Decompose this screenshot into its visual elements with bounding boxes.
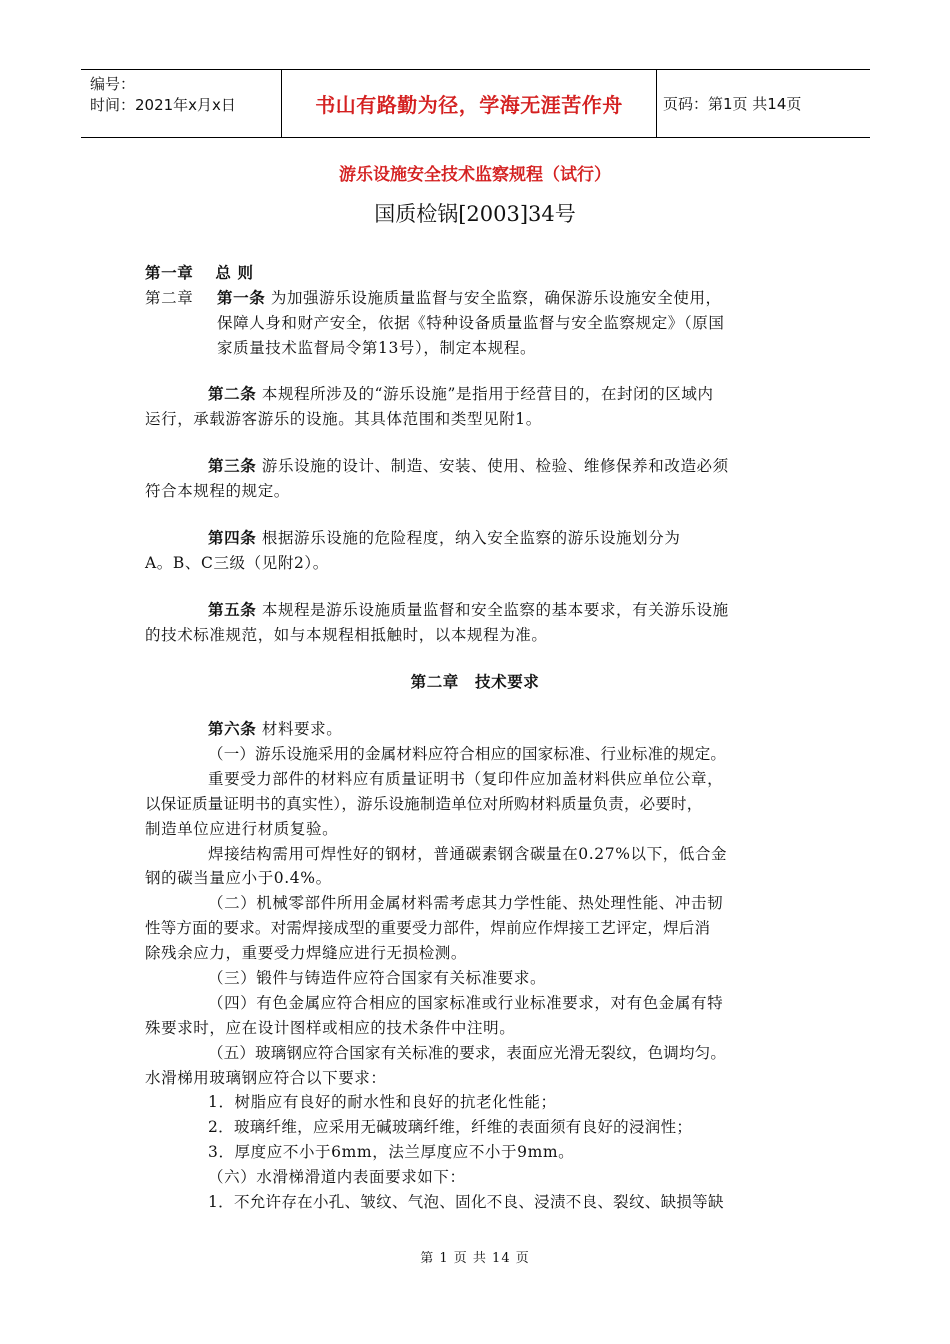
paragraph-line-3: 以保证质量证明书的真实性），游乐设施制造单位对所购材料质量负责，必要时， (145, 795, 703, 813)
number-label: 编号： (90, 75, 136, 93)
paragraph-line-7: （二）机械零部件所用金属材料需考虑其力学性能、热处理性能、冲击韧 (208, 894, 724, 912)
article-3-label: 第三条 (208, 457, 257, 475)
list-item-4: 1．不允许存在小孔、皱纹、气泡、固化不良、浸渍不良、裂纹、缺损等缺 (208, 1193, 724, 1211)
article-2-line-1: 本规程所涉及的“游乐设施”是指用于经营目的，在封闭的区域内 (256, 385, 714, 403)
chapter-side-label: 第二章 (145, 289, 194, 307)
article-4-label: 第四条 (208, 529, 257, 547)
paragraph-line-10: （三）锻件与铸造件应符合国家有关标准要求。 (208, 969, 547, 987)
article-5-label: 第五条 (208, 601, 257, 619)
paragraph-line-2: 重要受力部件的材料应有质量证明书（复印件应加盖材料供应单位公章， (208, 770, 724, 788)
date-label: 时间：2021年x月x日 (90, 96, 236, 114)
document-title: 游乐设施安全技术监察规程（试行） (339, 165, 611, 185)
article-6-label: 第六条 (208, 720, 257, 738)
article-3-line-2: 符合本规程的规定。 (145, 482, 290, 500)
paragraph-line-11: （四）有色金属应符合相应的国家标准或行业标准要求，对有色金属有特 (208, 994, 724, 1012)
article-6-line-1: 材料要求。 (256, 720, 343, 738)
article-4-line-1: 根据游乐设施的危险程度，纳入安全监察的游乐设施划分为 (256, 529, 681, 547)
article-3-line-1: 游乐设施的设计、制造、安装、使用、检验、维修保养和改造必须 (256, 457, 729, 475)
article-6 (208, 717, 342, 739)
article-1-line-2: 保障人身和财产安全，依据《特种设备质量监督与安全监察规定》（原国 (217, 314, 725, 332)
paragraph-line-5: 焊接结构需用可焊性好的钢材，普通碳素钢含碳量在0.27%以下，低合金 (208, 845, 728, 863)
article-2-label: 第二条 (208, 385, 257, 403)
article-1-line-3: 家质量技术监督局令第13号），制定本规程。 (217, 339, 537, 357)
document-header (81, 69, 870, 138)
article-5-line-2: 的技术标准规范，如与本规程相抵触时，以本规程为准。 (145, 626, 548, 644)
article-1-line-1: 为加强游乐设施质量监督与安全监察，确保游乐设施安全使用， (265, 289, 722, 307)
list-item-2: 2．玻璃纤维，应采用无碱玻璃纤维，纤维的表面须有良好的浸润性； (208, 1118, 693, 1136)
article-1 (217, 286, 722, 308)
header-motto: 书山有路勤为径，学海无涯苦作舟 (282, 70, 657, 137)
article-4-line-2: A。B、C三级（见附2）。 (145, 554, 329, 572)
header-meta (81, 70, 282, 137)
chapter-1-heading: 第一章 总 则 (145, 264, 254, 282)
chapter-2-heading: 第二章 技术要求 (410, 673, 540, 691)
document-number: 国质检锅[2003]34号 (374, 202, 576, 226)
article-2-line-2: 运行，承载游客游乐的设施。其具体范围和类型见附1。 (145, 410, 542, 428)
paragraph-line-13: （五）玻璃钢应符合国家有关标准的要求，表面应光滑无裂纹，色调均匀。 (208, 1044, 727, 1062)
article-5-line-1: 本规程是游乐设施质量监督和安全监察的基本要求，有关游乐设施 (256, 601, 729, 619)
article-5 (208, 598, 729, 620)
paragraph-line-1: （一）游乐设施采用的金属材料应符合相应的国家标准、行业标准的规定。 (208, 745, 727, 763)
list-item-1: 1．树脂应有良好的耐水性和良好的抗老化性能； (208, 1093, 557, 1111)
article-4 (208, 526, 680, 548)
paragraph-line-4: 制造单位应进行材质复验。 (145, 820, 339, 838)
header-page-label: 页码：第1页 共14页 (663, 95, 802, 113)
article-2 (208, 382, 714, 404)
list-item-3: 3．厚度应不小于6mm，法兰厚度应不小于9mm。 (208, 1143, 575, 1161)
paragraph-line-9: 除残余应力，重要受力焊缝应进行无损检测。 (145, 944, 468, 962)
paragraph-line-12: 殊要求时，应在设计图样或相应的技术条件中注明。 (145, 1019, 516, 1037)
page-footer: 第 1 页 共 14 页 (420, 1251, 530, 1266)
paragraph-line-6: 钢的碳当量应小于0.4%。 (145, 869, 332, 887)
paragraph-line-18: （六）水滑梯滑道内表面要求如下： (208, 1168, 466, 1186)
article-3 (208, 454, 729, 476)
paragraph-line-14: 水滑梯用玻璃钢应符合以下要求： (145, 1069, 387, 1087)
paragraph-line-8: 性等方面的要求。对需焊接成型的重要受力部件，焊前应作焊接工艺评定，焊后消 (145, 919, 711, 937)
article-1-label: 第一条 (217, 289, 266, 307)
